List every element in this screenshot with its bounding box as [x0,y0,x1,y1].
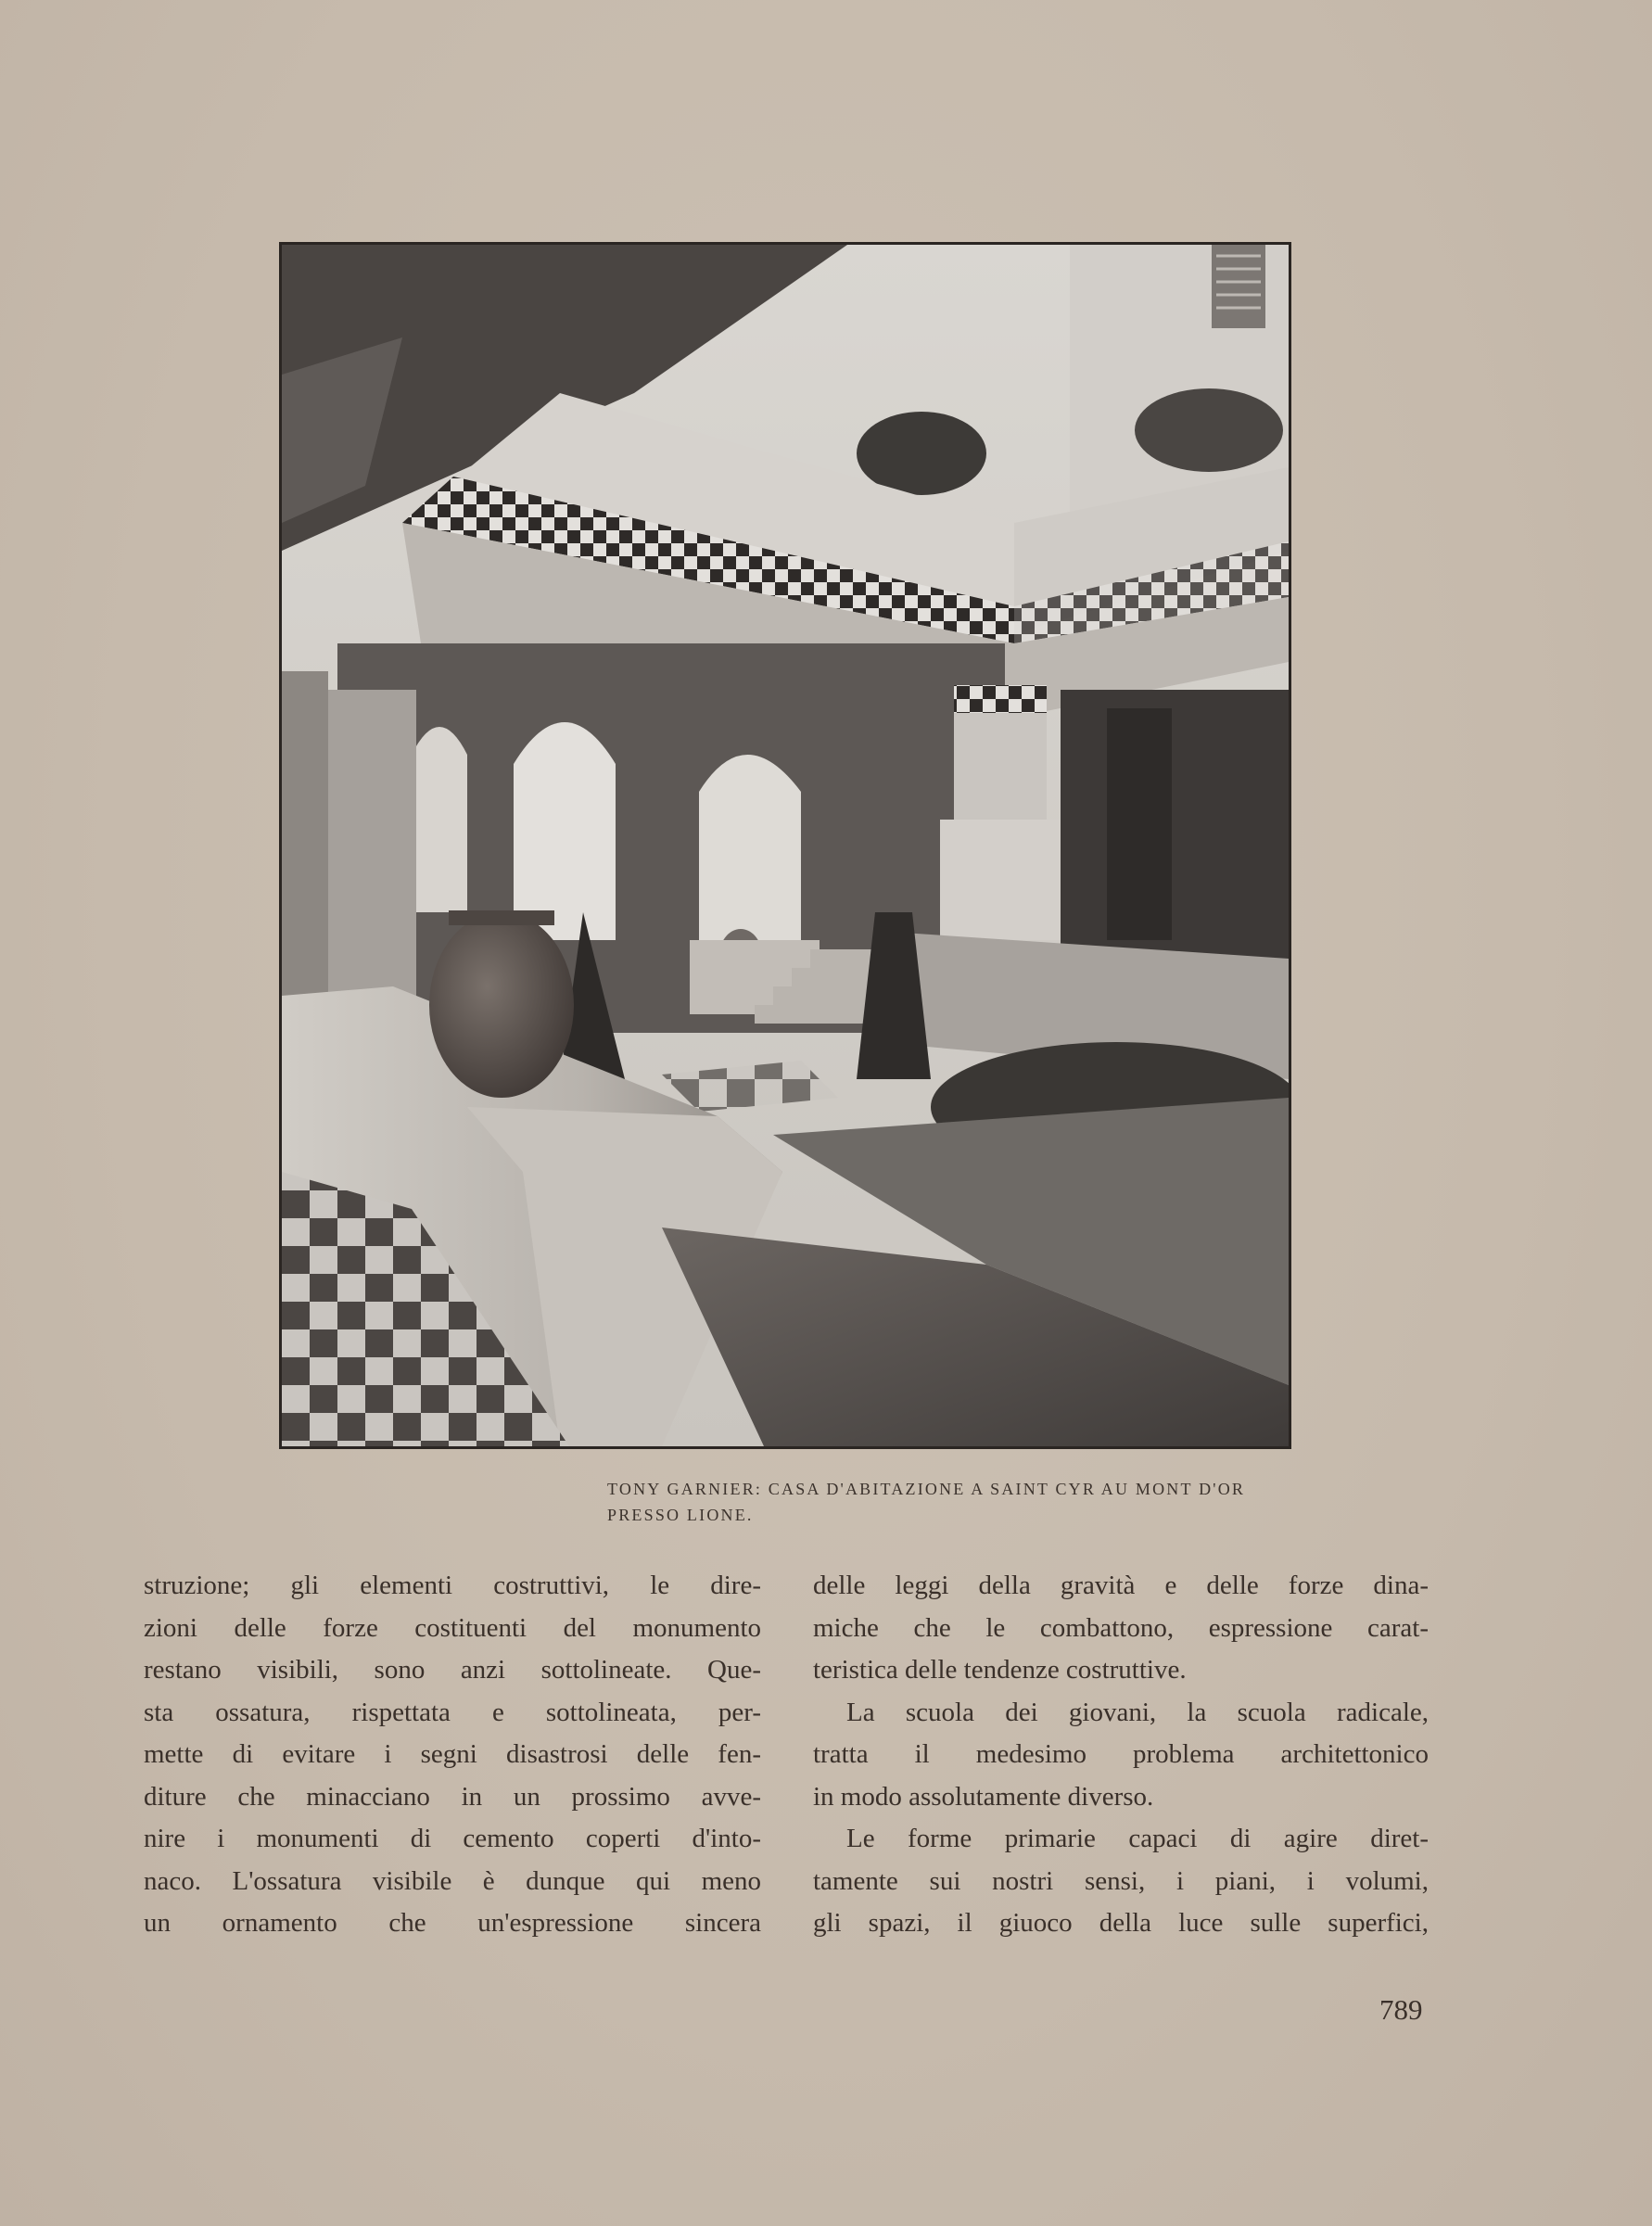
paragraph-line: gli spazi, il giuoco della luce sulle superfici, [813,1908,1429,1938]
text-column-right [813,1565,1429,1945]
photograph-rendering [282,245,1289,1446]
paragraph-line: Le forme primarie capaci di agire diret- [846,1824,1429,1853]
paragraph-line: restano visibili, sono anzi sottolineate. Que- [144,1655,761,1685]
caption-line-1: TONY GARNIER: CASA D'ABITAZIONE A SAINT CYR AU MONT D'OR [607,1480,1246,1498]
paragraph-line: sta ossatura, rispettata e sottolineata, per- [144,1697,761,1727]
caption-line-2: PRESSO LIONE. [607,1506,754,1524]
page-number: 789 [1379,1993,1423,2026]
paragraph-line: tratta il medesimo problema architettonico [813,1739,1429,1769]
paragraph-line: nire i monumenti di cemento coperti d'into- [144,1824,761,1853]
paragraph-line: delle leggi della gravità e delle forze dina- [813,1571,1429,1600]
paragraph-line: teristica delle tendenze costruttive. [813,1655,1187,1685]
paragraph-line: naco. L'ossatura visibile è dunque qui meno [144,1865,761,1896]
paragraph-line: un ornamento che un'espressione sincera [144,1908,761,1938]
paragraph-line: La scuola dei giovani, la scuola radicale, [846,1697,1429,1727]
paragraph-line: diture che minacciano in un prossimo avve- [144,1781,761,1812]
figure-caption [607,1476,1275,1528]
paragraph-line: zioni delle forze costituenti del monumento [144,1612,761,1643]
paragraph-line: mette di evitare i segni disastrosi delle fen- [144,1739,761,1769]
paragraph-line: struzione; gli elementi costruttivi, le dire- [144,1571,761,1600]
paragraph-line: miche che le combattono, espressione carat- [813,1612,1429,1643]
paragraph-line: tamente sui nostri sensi, i piani, i volumi, [813,1865,1429,1896]
courtyard-photograph [279,242,1291,1449]
text-column-left [144,1565,761,1945]
paragraph-line: in modo assolutamente diverso. [813,1781,1154,1812]
